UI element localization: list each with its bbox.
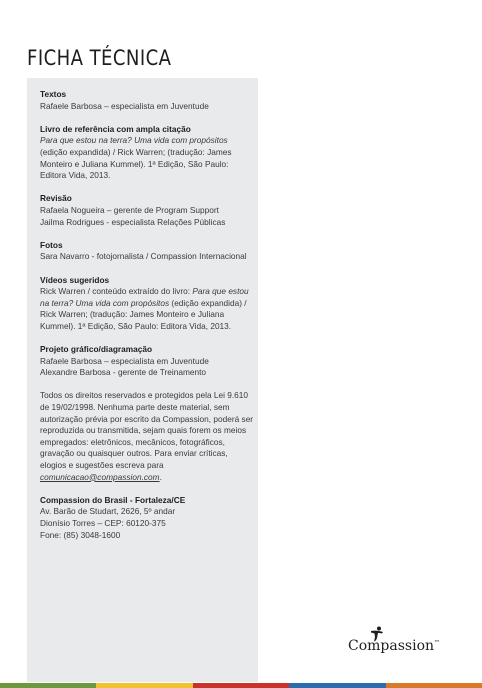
videos-reference (40, 286, 255, 332)
stripe-segment (386, 683, 482, 688)
book-title: Para que estou na terra? Uma vida com propósitos (40, 286, 249, 308)
section-heading: Textos (40, 89, 67, 99)
section-line: Rafaele Barbosa – especialista em Juventude (40, 100, 209, 111)
videos-prefix: Rick Warren / conteúdo extraído do livro: (40, 286, 193, 297)
phone-line: Fone: (85) 3048-1600 (40, 529, 121, 540)
section-livro (40, 124, 255, 182)
credits-content (40, 89, 255, 553)
section-heading: Livro de referência com ampla citação (40, 123, 191, 134)
section-videos (40, 275, 255, 333)
section-heading: Revisão (40, 193, 72, 204)
section-fotos (40, 240, 255, 263)
section-endereco (40, 495, 255, 541)
section-direitos (40, 390, 255, 483)
section-projeto (40, 344, 255, 379)
stripe-segment (193, 683, 289, 688)
copyright-suffix: . (159, 471, 162, 482)
stripe-segment (0, 683, 96, 688)
stripe-segment (289, 683, 385, 688)
section-line: Jailma Rodrigues - especialista Relações Públicas (40, 216, 226, 227)
address-line: Dionísio Torres – CEP: 60120-375 (40, 517, 166, 528)
compassion-logo (348, 626, 441, 656)
section-line: Sara Navarro - fotojornalista / Compassion Internacional (40, 251, 247, 262)
section-line: Alexandre Barbosa - gerente de Treinamento (40, 367, 207, 378)
color-stripe (0, 683, 482, 688)
copyright-body: Todos os direitos reservados e protegidos pela Lei 9.610 de 19/02/1998. Nenhuma parte deste material, sem autorização prévia por escrito da Compassion, poderá ser reproduzida ou transmitida, sejam quais forem os meios empregados: eletrônicos, mecânicos, fotográficos, gravação ou quaisquer outros. Para enviar críticas, elogios e sugestões escreva para (40, 390, 254, 470)
section-line: Rafaela Nogueira – gerente de Program Support (40, 204, 219, 215)
section-heading: Vídeos sugeridos (40, 274, 110, 285)
book-details: (edição expandida) / Rick Warren; (tradução: James Monteiro e Juliana Kummel). 1ª Edição, São Paulo: Editora Vida, 2013. (40, 297, 247, 331)
stripe-segment (96, 683, 192, 688)
book-details: (edição expandida) / Rick Warren; (tradução: James Monteiro e Juliana Kummel). 1ª Edição, São Paulo: Editora Vida, 2013. (40, 146, 232, 181)
book-reference (40, 135, 255, 181)
address-line: Av. Barão de Studart, 2626, 5º andar (40, 506, 176, 517)
section-line: Rafaele Barbosa – especialista em Juventude (40, 355, 209, 366)
section-heading: Fotos (40, 239, 63, 250)
section-textos (40, 89, 255, 112)
book-title: Para que estou na terra? Uma vida com propósitos (40, 135, 228, 146)
section-heading: Compassion do Brasil - Fortaleza/CE (40, 494, 186, 505)
section-heading: Projeto gráfico/diagramação (40, 344, 153, 355)
page-title: FICHA TÉCNICA (27, 46, 172, 70)
copyright-text (40, 390, 255, 483)
email-link[interactable]: comunicacao@compassion.com (40, 471, 160, 482)
section-revisao (40, 193, 255, 228)
logo-wordmark: Compassion™ (348, 638, 441, 654)
